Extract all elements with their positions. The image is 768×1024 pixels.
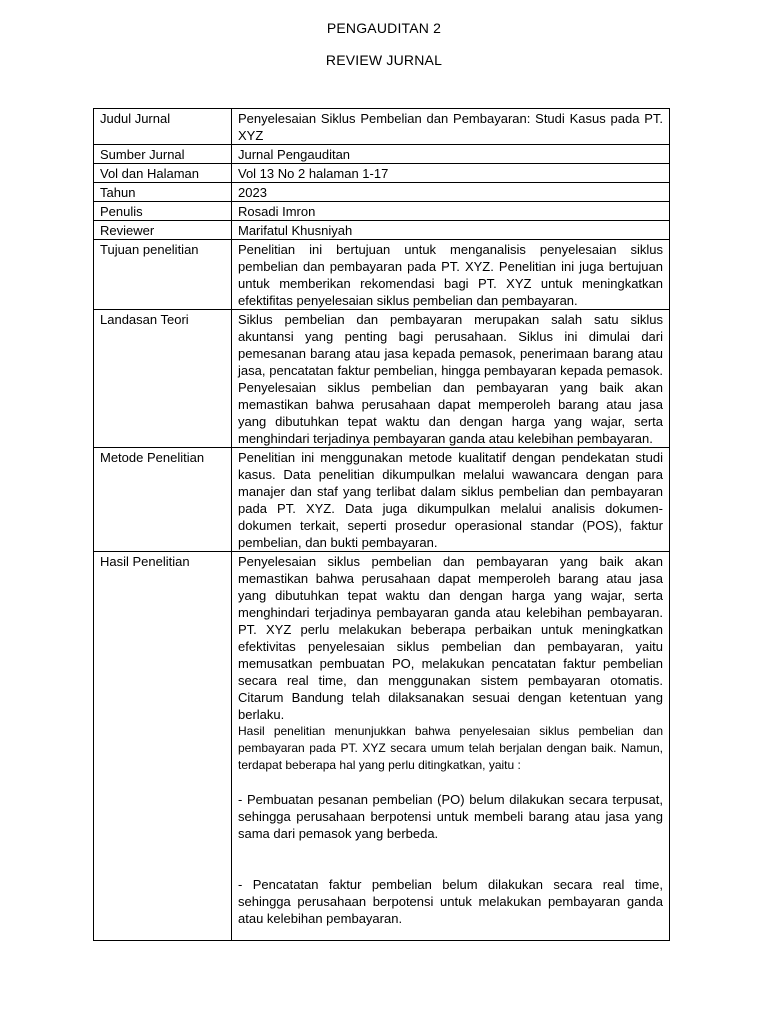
row-label-sumber: Sumber Jurnal xyxy=(94,145,232,164)
review-table xyxy=(93,108,670,941)
table-row xyxy=(94,183,670,202)
row-value-metode: Penelitian ini menggunakan metode kualitatif dengan pendekatan studi kasus. Data penelitian dikumpulkan melalui wawancara dengan para manajer dan staf yang terlibat dalam siklus pembelian dan pembayaran pada PT. XYZ. Data juga dikumpulkan melalui analisis dokumen-dokumen terkait, seperti prosedur operasional standar (POS), faktur pembelian, dan bukti pembayaran. xyxy=(232,448,670,552)
table-row xyxy=(94,109,670,145)
hasil-point-2: - Pencatatan faktur pembelian belum dilakukan secara real time, sehingga perusahaan berpotensi untuk melakukan pembayaran ganda atau kelebihan pembayaran. xyxy=(238,877,663,926)
hasil-point-1: - Pembuatan pesanan pembelian (PO) belum dilakukan secara terpusat, sehingga perusahaan berpotensi untuk membeli barang atau jasa yang sama dari pemasok yang berbeda. xyxy=(238,792,663,841)
table-row xyxy=(94,448,670,552)
row-label-metode: Metode Penelitian xyxy=(94,448,232,552)
table-row xyxy=(94,145,670,164)
row-value-sumber: Jurnal Pengauditan xyxy=(232,145,670,164)
hasil-paragraph-2: Hasil penelitian menunjukkan bahwa penyelesaian siklus pembelian dan pembayaran pada PT. XYZ secara umum telah berjalan dengan baik. Namun, terdapat beberapa hal yang perlu ditingkatkan, yaitu : xyxy=(238,724,663,772)
row-value-landasan: Siklus pembelian dan pembayaran merupakan salah satu siklus akuntansi yang penting bagi perusahaan. Siklus ini dimulai dari pemesanan barang atau jasa kepada pemasok, penerimaan barang atau jasa, pencatatan faktur pembelian, hingga pembayaran kepada pemasok. Penyelesaian siklus pembelian dan pembayaran yang baik akan memastikan bahwa perusahaan dapat memperoleh barang atau jasa yang dibutuhkan tepat waktu dan dengan harga yang wajar, serta menghindari terjadinya pembayaran ganda atau kelebihan pembayaran. xyxy=(232,310,670,448)
hasil-paragraph-1: Penyelesaian siklus pembelian dan pembayaran yang baik akan memastikan bahwa perusahaan dapat memperoleh barang atau jasa yang dibutuhkan tepat waktu dan dengan harga yang wajar, serta menghindari terjadinya pembayaran ganda atau kelebihan pembayaran. PT. XYZ perlu melakukan beberapa perbaikan untuk meningkatkan efektivitas penyelesaian siklus pembelian dan pembayaran, yaitu memusatkan pembuatan PO, melakukan pencatatan faktur pembelian secara real time, dan menggunakan sistem pembayaran otomatis. Citarum Bandung telah dilaksanakan sesuai dengan ketentuan yang berlaku. xyxy=(238,554,663,722)
spacer xyxy=(238,774,663,791)
row-value-penulis: Rosadi Imron xyxy=(232,202,670,221)
row-value-vol: Vol 13 No 2 halaman 1-17 xyxy=(232,164,670,183)
row-label-penulis: Penulis xyxy=(94,202,232,221)
row-label-vol: Vol dan Halaman xyxy=(94,164,232,183)
table-row xyxy=(94,240,670,310)
document-title: PENGAUDITAN 2 xyxy=(326,20,442,36)
row-value-tahun: 2023 xyxy=(232,183,670,202)
row-label-tahun: Tahun xyxy=(94,183,232,202)
row-value-hasil xyxy=(232,552,670,941)
table-row xyxy=(94,310,670,448)
spacer xyxy=(238,842,663,876)
table-row xyxy=(94,164,670,183)
row-label-reviewer: Reviewer xyxy=(94,221,232,240)
table-row xyxy=(94,552,670,941)
table-row xyxy=(94,202,670,221)
row-value-tujuan: Penelitian ini bertujuan untuk menganalisis penyelesaian siklus pembelian dan pembayaran pada PT. XYZ. Penelitian ini juga bertujuan untuk memberikan rekomendasi bagi PT. XYZ untuk meningkatkan efektifitas penyelesaian siklus pembelian dan pembayaran. xyxy=(232,240,670,310)
document-subtitle: REVIEW JURNAL xyxy=(325,52,443,68)
row-label-judul: Judul Jurnal xyxy=(94,109,232,145)
table-row xyxy=(94,221,670,240)
row-label-landasan: Landasan Teori xyxy=(94,310,232,448)
row-value-judul: Penyelesaian Siklus Pembelian dan Pembayaran: Studi Kasus pada PT. XYZ xyxy=(232,109,670,145)
row-label-hasil: Hasil Penelitian xyxy=(94,552,232,941)
spacer xyxy=(238,927,663,940)
row-label-tujuan: Tujuan penelitian xyxy=(94,240,232,310)
row-value-reviewer: Marifatul Khusniyah xyxy=(232,221,670,240)
